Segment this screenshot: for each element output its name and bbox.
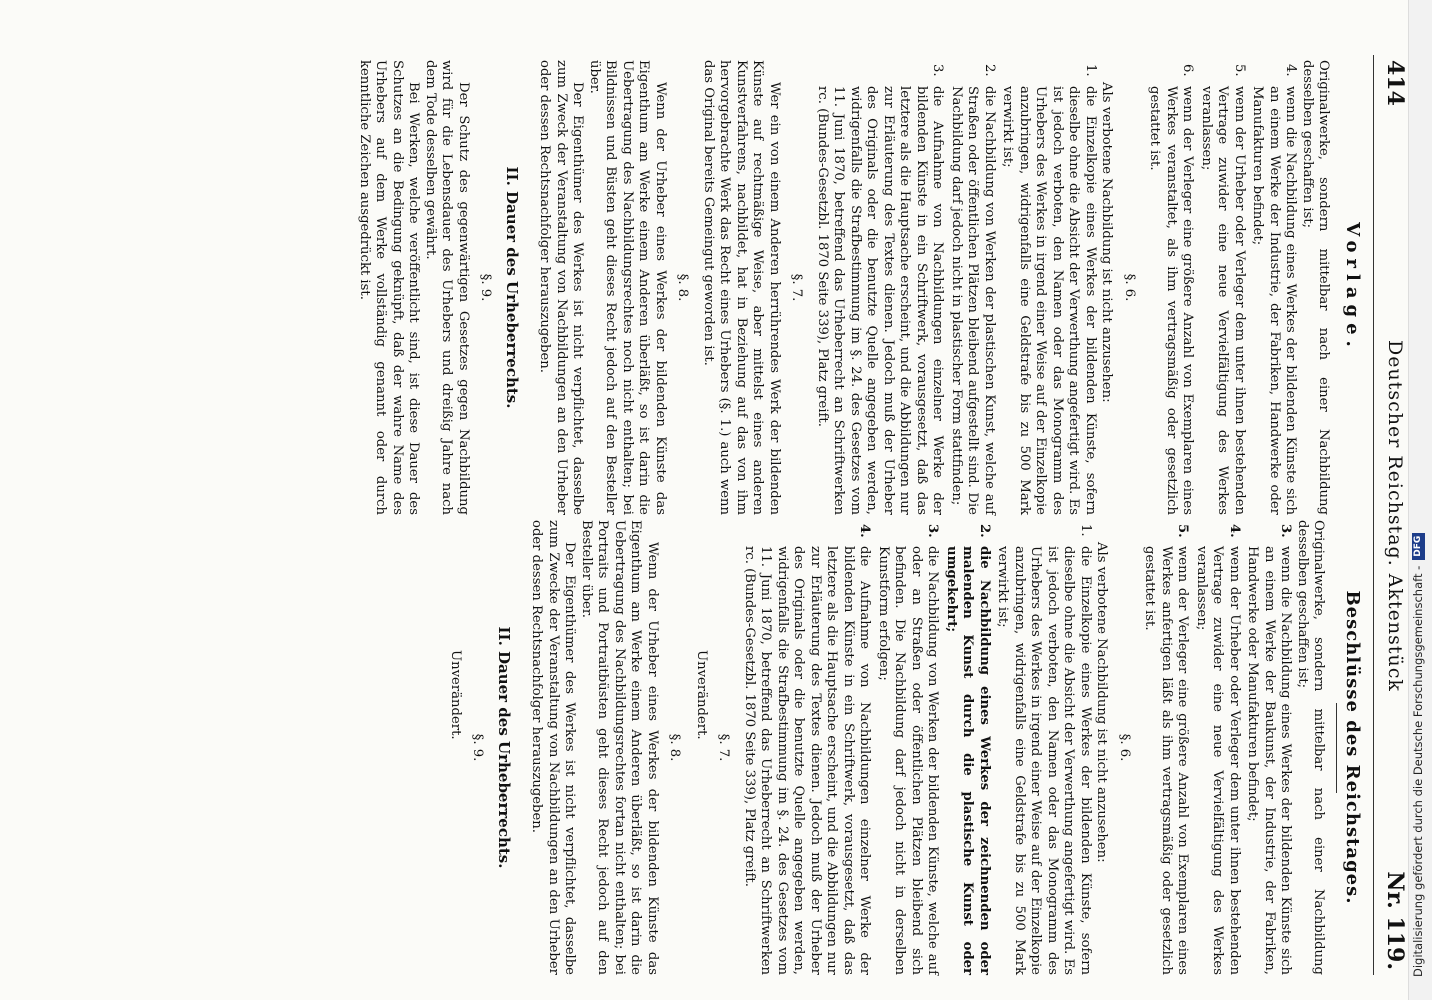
section-mark: §. 7. xyxy=(789,273,805,302)
list-item xyxy=(1146,60,1196,515)
item-number: 4. xyxy=(1283,64,1299,77)
item-number: 3. xyxy=(925,524,941,538)
paragraph: Wenn der Urheber eines Werkes der bildenden Künste das Eigenthum am Werke einem Anderen überläßt, so ist darin die Uebertragung des Nachbildungsrechtes noch nicht enthalten; bei Bildnissen und Büsten geht dieses Recht jedoch auf den Besteller über. xyxy=(587,60,668,515)
list-item xyxy=(1193,520,1243,975)
paragraph: Bei Werken, welche veröffentlicht sind, ist diese Dauer des Schutzes an die Bedingung geknüpft, daß der wahre Name des Urhebers auf dem Werke vollständig genannt oder durch kenntliche Zeichen ausgedrückt ist. xyxy=(357,60,422,515)
item-number: 5. xyxy=(1232,64,1247,77)
digitization-credit xyxy=(1408,0,1428,985)
paragraph: Der Eigenthümer des Werkes ist nicht verpflichtet, dasselbe zum Zweck der Veranstaltung von Nachbildungen an den Urheber oder dessen Rechtsnachfolger herauszugeben. xyxy=(537,60,586,515)
item-list-a xyxy=(1146,60,1299,515)
list-item xyxy=(994,520,1093,975)
item-number: 4. xyxy=(857,524,873,538)
section-heading: II. Dauer des Urheberrechts. xyxy=(495,626,513,869)
section-mark: §. 6. xyxy=(1117,733,1132,762)
list-item xyxy=(1249,60,1299,515)
item-number: 3. xyxy=(1278,524,1294,538)
section-mark: §. 8. xyxy=(667,733,683,762)
item-number: 1. xyxy=(1078,524,1093,537)
paragraph: Der Schutz des gegenwärtigen Gesetzes gegen Nachbildung wird für die Lebensdauer des Urhebers und dreißig Jahre nach dem Tode desselben gewährt. xyxy=(423,60,471,515)
list-item xyxy=(943,520,993,975)
column-title: Vorlage. xyxy=(1342,222,1363,353)
item-text: wenn der Urheber oder Verleger dem unter ihnen bestehenden Vertrage zuwider eine neue Vervielfältigung des Werkes veranlassen; xyxy=(1199,86,1247,515)
item-number: 1. xyxy=(1083,64,1098,77)
list-item xyxy=(814,60,946,515)
rotated-page xyxy=(112,0,1412,1000)
section-mark: §. 7. xyxy=(716,733,732,762)
item-text: die Nachbildung von Werken der bildenden Künste, welche auf oder an Straßen oder öffentlichen Plätzen bleibend sich befinden. Die Nachbildung darf jedoch nicht in derselben Kunstform erfolgen; xyxy=(876,546,941,975)
list-item xyxy=(1198,60,1248,515)
item-text: wenn der Verleger eine größere Anzahl von Exemplaren eines Werkes anfertigen läßt als ihm vertragsmäßig oder gesetzlich gestattet ist. xyxy=(1142,546,1191,975)
item-text: die Nachbildung von Werken der plastischen Kunst, welche auf Straßen oder öffentlichen Plätzen bleibend aufgestellt sind. Die Nachbildung darf jedoch nicht in plastischer Form stattfinden; xyxy=(949,86,997,515)
section-mark: §. 9. xyxy=(478,273,494,302)
item-text: die Nachbildung eines Werkes der zeichnenden oder malenden Kunst durch die plastische Kunst oder umgekehrt; xyxy=(944,546,992,975)
item-text: wenn der Urheber oder Verleger dem unter ihnen bestehenden Vertrage zuwider eine neue Vervielfältigung des Werkes veranlassen; xyxy=(1194,546,1242,975)
running-title: Deutscher Reichstag. Aktenstück xyxy=(1384,340,1406,692)
document-number: Nr. 119. xyxy=(1382,871,1408,970)
page-header xyxy=(1372,0,1412,1000)
list-item xyxy=(1141,520,1191,975)
item-text: die Einzelkopie eines Werkes der bildenden Künste, sofern dieselbe ohne die Absicht der Verwerthung angefertigt wird. Es ist jedoch verboten, den Namen oder das Monogramm des Urhebers des Werkes in irgend einer Weise auf der Einzelkopie anzubringen, widrigenfalls eine Geldstrafe bis zu 500 Mark verwirkt ist; xyxy=(1000,86,1098,515)
item-number: 6. xyxy=(1180,64,1196,77)
list-item xyxy=(741,520,873,975)
item-number: 2. xyxy=(977,524,992,538)
page-number: 414 xyxy=(1382,60,1408,106)
title-underline xyxy=(1337,703,1338,793)
paragraph: Wenn der Urheber eines Werkes der bildenden Künste das Eigenthum am Werke einem Anderen überläßt, so ist darin die Uebertragung des Nachbildungsrechtes fortan nicht enthalten; bei Portraits und Portraitbüsten geht dieses Recht jedoch auf den Besteller über. xyxy=(579,520,660,975)
paragraph: Originalwerke, sondern mittelbar nach einer Nachbildung desselben geschaffen ist; xyxy=(1300,60,1332,515)
item-text: wenn die Nachbildung eines Werkes der bildenden Künste sich an einem Werke der Baukunst, der Industrie, der Fabriken, Handwerke oder Manufakturen befindet; xyxy=(1245,546,1294,975)
item-text: wenn der Verleger eine größere Anzahl von Exemplaren eines Werkes veranstaltet, als ihm vertragsmäßig oder gesetzlich gestattet ist. xyxy=(1147,86,1196,515)
section-mark: §. 6. xyxy=(1122,273,1137,302)
item-number: 3. xyxy=(930,64,946,77)
column-title: Beschlüsse des Reichstages. xyxy=(1342,590,1363,905)
section-mark: §. 8. xyxy=(675,273,691,302)
item-list-b xyxy=(741,520,1094,975)
credit-text: Digitalisierung gefördert durch die Deutsche Forschungsgemeinschaft - xyxy=(1411,565,1425,977)
list-item xyxy=(999,60,1098,515)
paragraph: Originalwerke, sondern mittelbar nach einer Nachbildung desselben geschaffen ist; xyxy=(1295,520,1327,975)
item-text: die Aufnahme von Nachbildungen einzelner Werke der bildenden Künste in ein Schriftwerk, vorausgesetzt, daß das letztere als die Hauptsache erscheint, und die Abbildungen nur zur Erläuterung des Textes dienen. Jedoch muß der Urheber des Originals oder die benutzte Quelle angegeben werden, widrigenfalls die Strafbestimmung im §. 24. des Gesetzes vom 11. Juni 1870, betreffend das Urheberrecht an Schriftwerken rc. (Bundes-Gesetzbl. 1870 Seite 339), Platz greift. xyxy=(815,86,946,515)
paragraph: Der Eigenthümer des Werkes ist nicht verpflichtet, dasselbe zum Zwecke der Veranstaltung von Nachbildungen an den Urheber oder dessen Rechtsnachfolger herauszugeben. xyxy=(529,520,578,975)
paragraph: Als verbotene Nachbildung ist nicht anzusehen: xyxy=(1099,82,1115,403)
column-vorlage xyxy=(356,60,1365,515)
item-list-b xyxy=(814,60,1099,515)
paragraph: Als verbotene Nachbildung ist nicht anzusehen: xyxy=(1094,542,1110,863)
item-text: die Einzelkopie eines Werkes der bildenden Künste, sofern dieselbe ohne die Absicht der Verwerthung angefertigt wird. Es ist jedoch verboten, den Namen oder das Monogramm des Urhebers des Werkes in irgend einer Weise auf der Einzelkopie anzubringen, widrigenfalls eine Geldstrafe bis zu 500 Mark verwirkt ist; xyxy=(995,546,1093,975)
item-list-a xyxy=(1141,520,1294,975)
column-beschluesse xyxy=(437,520,1365,975)
item-number: 5. xyxy=(1175,524,1191,538)
item-number: 4. xyxy=(1227,524,1242,538)
section-mark: §. 9. xyxy=(470,733,486,762)
item-text: wenn die Nachbildung eines Werkes der bildenden Künste sich an einem Werke der Industrie, der Fabriken, Handwerke oder Manufakturen befindet; xyxy=(1250,86,1299,515)
unchanged-note: Unverändert. xyxy=(694,650,709,740)
paragraph: Wer ein von einem Anderen herrührendes Werk der bildenden Künste auf rechtmäßige Weise, aber mittelst eines anderen Kunstverfahrens, nachbildet, hat in Beziehung auf das von ihm hervorgebrachte Werk das Recht eines Urhebers (§. 1.) auch wenn das Original bereits Gemeingut geworden ist. xyxy=(701,60,782,515)
header-rule xyxy=(1373,55,1374,975)
item-text: die Aufnahme von Nachbildungen einzelner Werke der bildenden Künste in ein Schriftwerk, vorausgesetzt, daß das letztere als die Hauptsache erscheint, und die Abbildungen nur zur Erläuterung des Textes dienen. Jedoch muß der Urheber des Originals oder die benutzte Quelle angegeben werden, widrigenfalls die Strafbestimmung im §. 24. des Gesetzes vom 11. Juni 1870, betreffend das Urheberrecht an Schriftwerken rc. (Bundes-Gesetzbl. 1870 Seite 339), Platz greift. xyxy=(742,546,873,975)
list-item xyxy=(1244,520,1294,975)
unchanged-note: Unverändert. xyxy=(448,650,463,740)
section-heading: II. Dauer des Urheberrechts. xyxy=(503,166,521,409)
list-item xyxy=(875,520,941,975)
list-item xyxy=(948,60,998,515)
dfg-logo: DFG xyxy=(1412,533,1425,560)
item-number: 2. xyxy=(982,64,997,77)
